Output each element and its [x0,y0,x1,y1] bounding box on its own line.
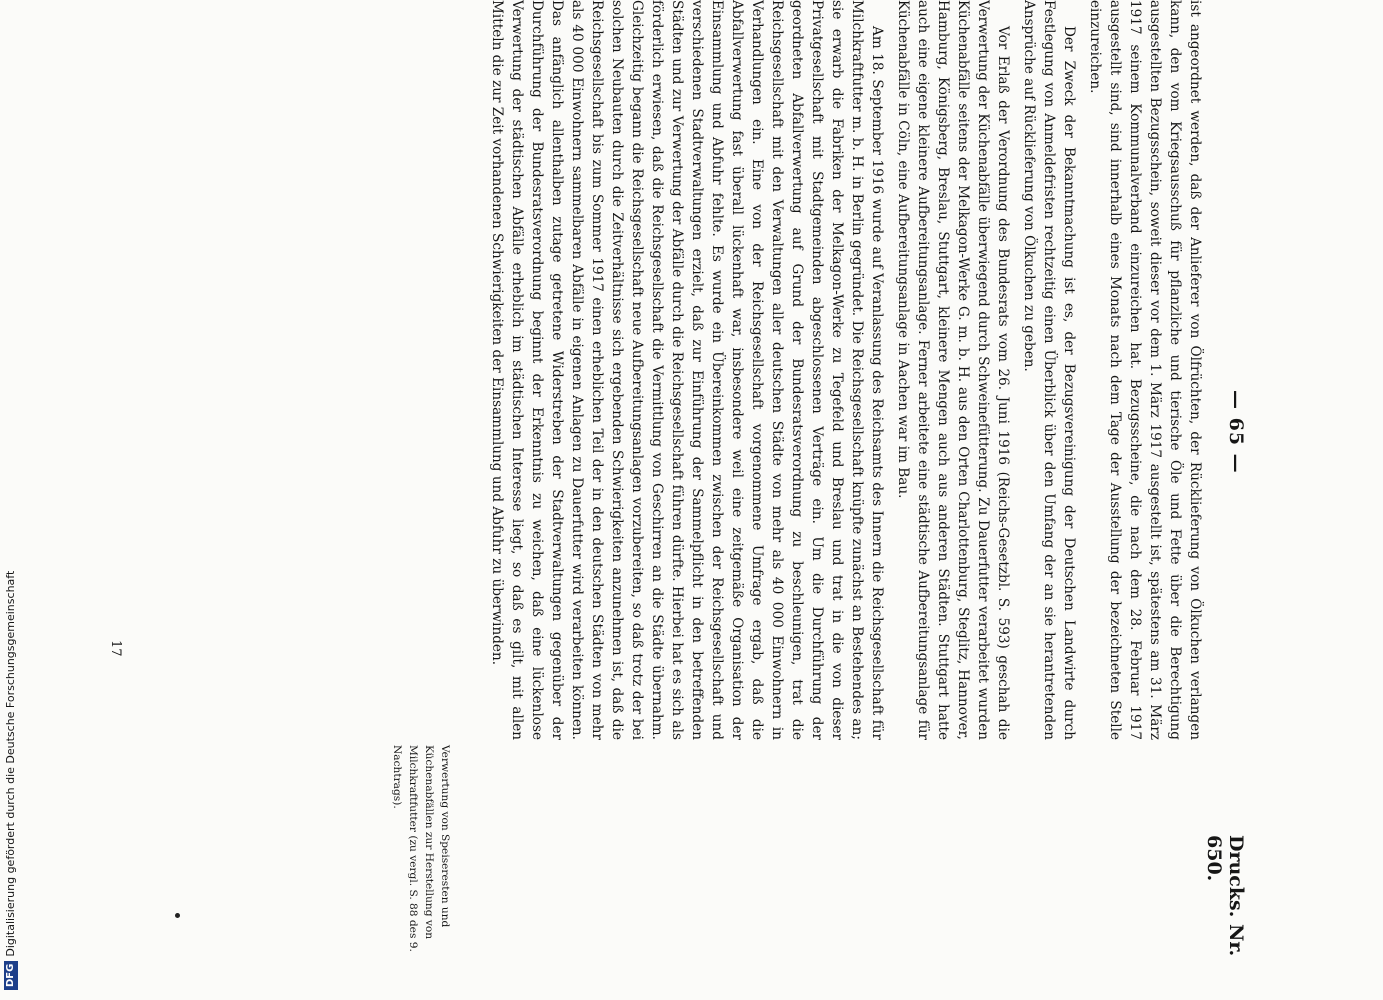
page-number: — 65 — [1225,390,1247,474]
body-text [140,0,1205,740]
ink-dot [175,913,180,918]
credit-text: Digitalisierung gefördert durch die Deutsche Forschungsgemeinschaft [4,570,17,957]
paragraph: ist angeordnet werden, daß der Anlieferer von Ölfrüchten, der Rücklieferung von Ölkuchen verlangen kann, den vom Kriegsausschuß für pflanzliche und tierische Öle und Fette über die Berechtigung ausgestellten Bezugsschein, soweit dieser vor dem 1. März 1917 ausgestellt ist, spätestens am 31. März 1917 seinem Kommunalverband einzureichen hat. Bezugsscheine, die nach dem 28. Februar 1917 ausgestellt sind, sind innerhalb eines Monats nach dem Tage der Ausstellung der bezeichneten Stelle einzureichen. [1087,0,1203,740]
paragraph: Am 18. September 1916 wurde auf Veranlassung des Reichsamts des Innern die Reichsgesellschaft für Milchkraftfutter m. b. H. in Berlin gegründet. Die Reichsgesellschaft knüpfte zunächst an Bestehendes an; sie erwarb die Fabriken der Melkagon-Werke zu Tegefeld und Breslau und trat in die von dieser Privatgesellschaft mit Stadtgemeinden abgeschlossenen Verträge ein. Um die Durchführung der geordneten Abfallverwertung auf Grund der Bundesratsverordnung zu beschleunigen, trat die Reichsgesellschaft mit den Verwaltungen aller deutschen Städte von mehr als 40 000 Einwohnern in Verhandlungen ein. Eine von der Reichsgesellschaft vorgenommene Umfrage ergab, daß die Abfallverwertung fast überall lückenhaft war, insbesondere weil eine zeitgemäße Organisation der Einsammlung und Abfuhr fehlte. Es wurde ein Übereinkommen zwischen der Reichsgesellschaft und verschiedenen Stadtverwaltungen erzielt, daß zur Einführung der Sammelpflicht in den betreffenden Städten und zur Verwertung der Abfälle durch die Reichsgesellschaft führen dürfte. Hierbei hat es sich als förderlich erwiesen, daß die Reichsgesellschaft die Vermittlung von Geschirren an die Städte übernahm. Gleichzeitig begann die Reichsgesellschaft neue Aufbereitungsanlagen vorzubereiten, so daß trotz der bei solchen Neubauten durch die Zeitverhältnisse sich ergebenden Schwierigkeiten anzunehmen ist, daß die Reichsgesellschaft bis zum Sommer 1917 einen erheblichen Teil der in den deutschen Städten von mehr als 40 000 Einwohnern sammelbaren Abfälle in eigenen Anlagen zu Dauerfutter wird verarbeiten können. Das anfänglich allenthalben zutage getretene Widerstreben der Stadtverwaltungen gegenüber der Durchführung der Bundesratsverordnung beginnt der Erkenntnis zu weichen, daß eine lückenlose Verwertung der städtischen Abfälle erheblich im städtischen Interesse liegt, so daß es gilt, mit allen Mitteln die zur Zeit vorhandenen Schwierigkeiten der Einsammlung und Abfuhr zu überwinden. [489,0,885,740]
print-reference: Drucks. Nr. 650. [1203,835,1247,957]
margin-note: Verwertung von Speiseresten und Küchenabfällen zur Herstellung von Milchkraftfutter (zu vergl. S. 88 des 9. Nachtrags). [391,745,451,952]
sheet-number: 17 [108,640,123,657]
paragraph: Vor Erlaß der Verordnung des Bundesrats vom 26. Juni 1916 (Reichs-Gesetzbl. S. 593) geschah die Verwertung der Küchenabfälle überwiegend durch Schweinefütterung. Zu Dauerfutter verarbeitet wurden Küchenabfälle seitens der Melkagon-Werke G. m. b. H. aus den Orten Charlottenburg, Steglitz, Hannover, Hamburg, Königsberg, Breslau, Stuttgart, kleinere Mengen auch aus anderen Städten. Stuttgart hatte auch eine eigene kleinere Aufbereitungsanlage. Ferner arbeitete eine städtische Aufbereitungsanlage für Küchenabfälle in Cöln, eine Aufbereitungsanlage in Aachen war im Bau. [895,0,1011,740]
page-header [1203,0,1247,1000]
paragraph: Der Zweck der Bekanntmachung ist es, der Bezugsvereinigung der Deutschen Landwirte durch Festlegung von Anmeldefristen rechtzeitig einen Überblick über den Umfang der an sie herantretenden Ansprüche auf Rücklieferung von Ölkuchen zu geben. [1021,0,1077,740]
dfg-logo-icon: DFG [4,961,18,990]
